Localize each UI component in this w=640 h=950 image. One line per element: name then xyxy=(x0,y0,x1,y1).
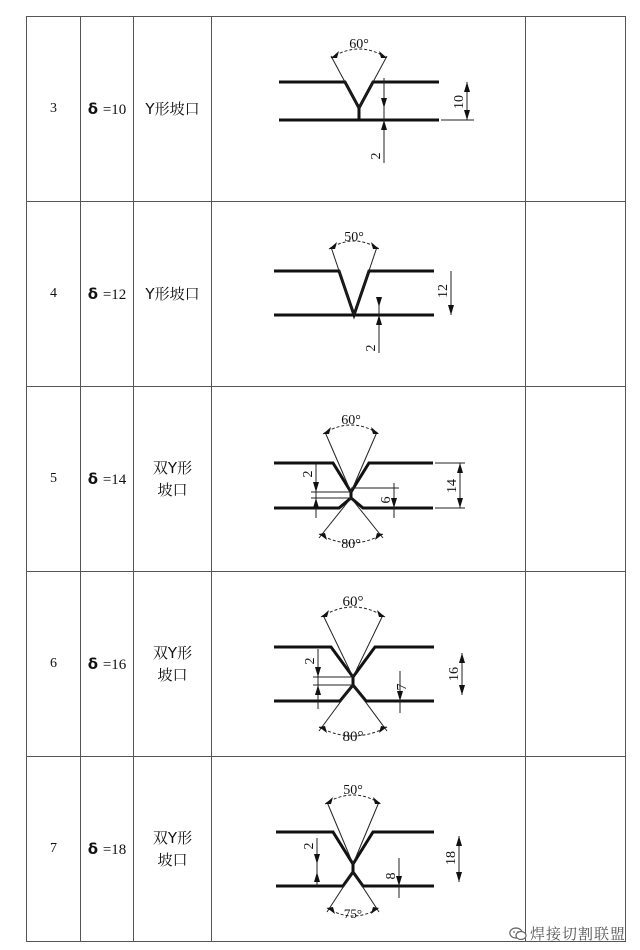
groove-table xyxy=(26,16,626,942)
plate-thickness: δ =10 xyxy=(81,17,134,202)
svg-text:18: 18 xyxy=(443,851,459,865)
svg-text:60°: 60° xyxy=(340,413,361,428)
svg-text:6: 6 xyxy=(378,496,394,504)
groove-type: 双Y形 坡口 xyxy=(134,572,212,757)
remarks-cell xyxy=(526,572,626,757)
watermark-text: 焊接切割联盟 xyxy=(529,925,626,943)
svg-text:2: 2 xyxy=(363,344,379,352)
remarks-cell xyxy=(526,17,626,202)
remarks-cell xyxy=(526,202,626,387)
table-row xyxy=(27,202,626,387)
svg-text:2: 2 xyxy=(302,657,318,665)
row-number: 7 xyxy=(27,757,81,942)
svg-text:60°: 60° xyxy=(348,37,369,52)
svg-text:75°: 75° xyxy=(343,906,362,921)
groove-diagram xyxy=(212,17,526,202)
plate-thickness: δ =16 xyxy=(81,572,134,757)
row-number: 5 xyxy=(27,387,81,572)
watermark xyxy=(509,923,626,944)
svg-text:10: 10 xyxy=(451,95,467,109)
row-number: 4 xyxy=(27,202,81,387)
plate-thickness: δ =14 xyxy=(81,387,134,572)
groove-type: 双Y形 坡口 xyxy=(134,387,212,572)
table-row xyxy=(27,387,626,572)
svg-text:14: 14 xyxy=(444,479,460,493)
remarks-cell xyxy=(526,387,626,572)
plate-thickness: δ =18 xyxy=(81,757,134,942)
svg-text:16: 16 xyxy=(446,667,462,681)
groove-type: 双Y形 坡口 xyxy=(134,757,212,942)
svg-text:80°: 80° xyxy=(340,537,361,552)
groove-diagram xyxy=(212,757,526,942)
groove-diagram xyxy=(212,202,526,387)
svg-text:12: 12 xyxy=(435,284,451,298)
table-row xyxy=(27,17,626,202)
groove-diagram xyxy=(212,572,526,757)
row-number: 3 xyxy=(27,17,81,202)
remarks-cell xyxy=(526,757,626,942)
svg-text:80°: 80° xyxy=(342,729,363,745)
svg-text:2: 2 xyxy=(300,470,316,478)
groove-type: Y形坡口 xyxy=(134,17,212,202)
groove-type: Y形坡口 xyxy=(134,202,212,387)
row-number: 6 xyxy=(27,572,81,757)
table-row xyxy=(27,572,626,757)
svg-text:50°: 50° xyxy=(343,230,364,245)
table-row xyxy=(27,757,626,942)
svg-text:8: 8 xyxy=(383,872,399,880)
svg-text:2: 2 xyxy=(368,152,384,160)
svg-text:60°: 60° xyxy=(342,594,363,610)
svg-text:50°: 50° xyxy=(342,783,363,798)
groove-diagram xyxy=(212,387,526,572)
svg-text:7: 7 xyxy=(394,683,410,691)
plate-thickness: δ =12 xyxy=(81,202,134,387)
wechat-icon xyxy=(509,927,527,941)
svg-text:2: 2 xyxy=(301,842,317,850)
